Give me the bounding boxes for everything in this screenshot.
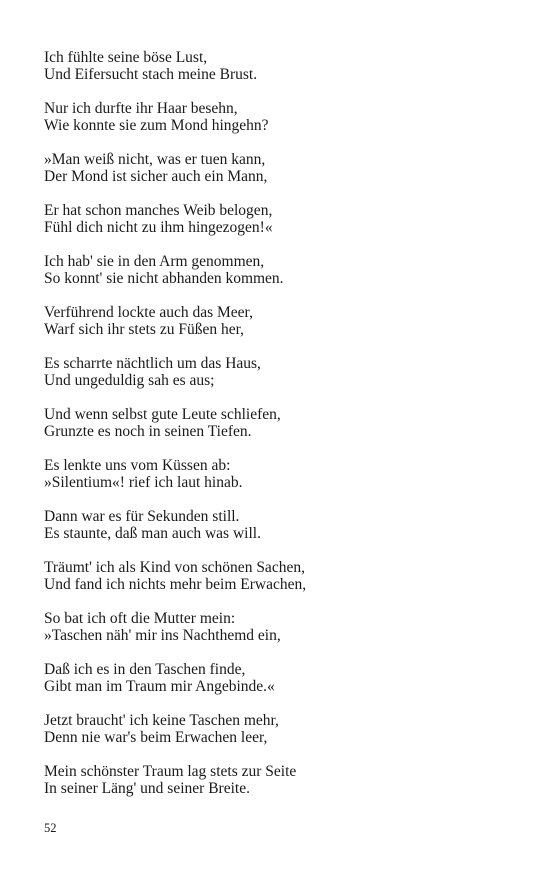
stanza-4 — [44, 202, 514, 253]
stanza-7 — [44, 355, 514, 406]
poem-line: Wie konnte sie zum Mond hingehn? — [44, 117, 269, 134]
poem-line: Daß ich es in den Taschen finde, — [44, 661, 246, 678]
stanza-13 — [44, 661, 514, 712]
poem-line: In seiner Läng' und seiner Breite. — [44, 780, 250, 797]
poem-line: Er hat schon manches Weib belogen, — [44, 202, 273, 219]
poem-line: Und ungeduldig sah es aus; — [44, 372, 215, 389]
poem-line: So konnt' sie nicht abhanden kommen. — [44, 270, 284, 287]
stanza-11 — [44, 559, 514, 610]
poem-line: »Man weiß nicht, was er tuen kann, — [44, 151, 266, 168]
stanza-9 — [44, 457, 514, 508]
poem-line: Gibt man im Traum mir Angebinde.« — [44, 678, 275, 695]
poem-line: Träumt' ich als Kind von schönen Sachen, — [44, 559, 305, 576]
stanza-10 — [44, 508, 514, 559]
poem-line: »Silentium«! rief ich laut hinab. — [44, 474, 243, 491]
poem-line: Dann war es für Sekunden still. — [44, 508, 240, 525]
poem-line: Mein schönster Traum lag stets zur Seite — [44, 763, 297, 780]
poem-line: So bat ich oft die Mutter mein: — [44, 610, 236, 627]
poem-line: Nur ich durfte ihr Haar besehn, — [44, 100, 238, 117]
poem-line: »Taschen näh' mir ins Nachthemd ein, — [44, 627, 281, 644]
poem-line: Grunzte es noch in seinen Tiefen. — [44, 423, 252, 440]
poem-line: Verführend lockte auch das Meer, — [44, 304, 253, 321]
poem-line: Es lenkte uns vom Küssen ab: — [44, 457, 231, 474]
poem-line: Warf sich ihr stets zu Füßen her, — [44, 321, 245, 338]
stanza-3 — [44, 151, 514, 202]
poem-line: Es staunte, daß man auch was will. — [44, 525, 261, 542]
poem-text — [44, 49, 514, 814]
stanza-8 — [44, 406, 514, 457]
poem-line: Ich hab' sie in den Arm genommen, — [44, 253, 265, 270]
poem-line: Der Mond ist sicher auch ein Mann, — [44, 168, 268, 185]
poem-line: Ich fühlte seine böse Lust, — [44, 49, 208, 66]
poem-line: Fühl dich nicht zu ihm hingezogen!« — [44, 219, 273, 236]
poem-line: Jetzt braucht' ich keine Taschen mehr, — [44, 712, 279, 729]
stanza-2 — [44, 100, 514, 151]
poem-line: Und fand ich nichts mehr beim Erwachen, — [44, 576, 307, 593]
stanza-12 — [44, 610, 514, 661]
stanza-6 — [44, 304, 514, 355]
stanza-5 — [44, 253, 514, 304]
page-number: 52 — [44, 821, 57, 835]
stanza-1 — [44, 49, 514, 100]
stanza-15 — [44, 763, 514, 814]
poem-line: Und Eifersucht stach meine Brust. — [44, 66, 258, 83]
stanza-14 — [44, 712, 514, 763]
poem-line: Es scharrte nächtlich um das Haus, — [44, 355, 261, 372]
poem-line: Und wenn selbst gute Leute schliefen, — [44, 406, 281, 423]
poem-line: Denn nie war's beim Erwachen leer, — [44, 729, 268, 746]
